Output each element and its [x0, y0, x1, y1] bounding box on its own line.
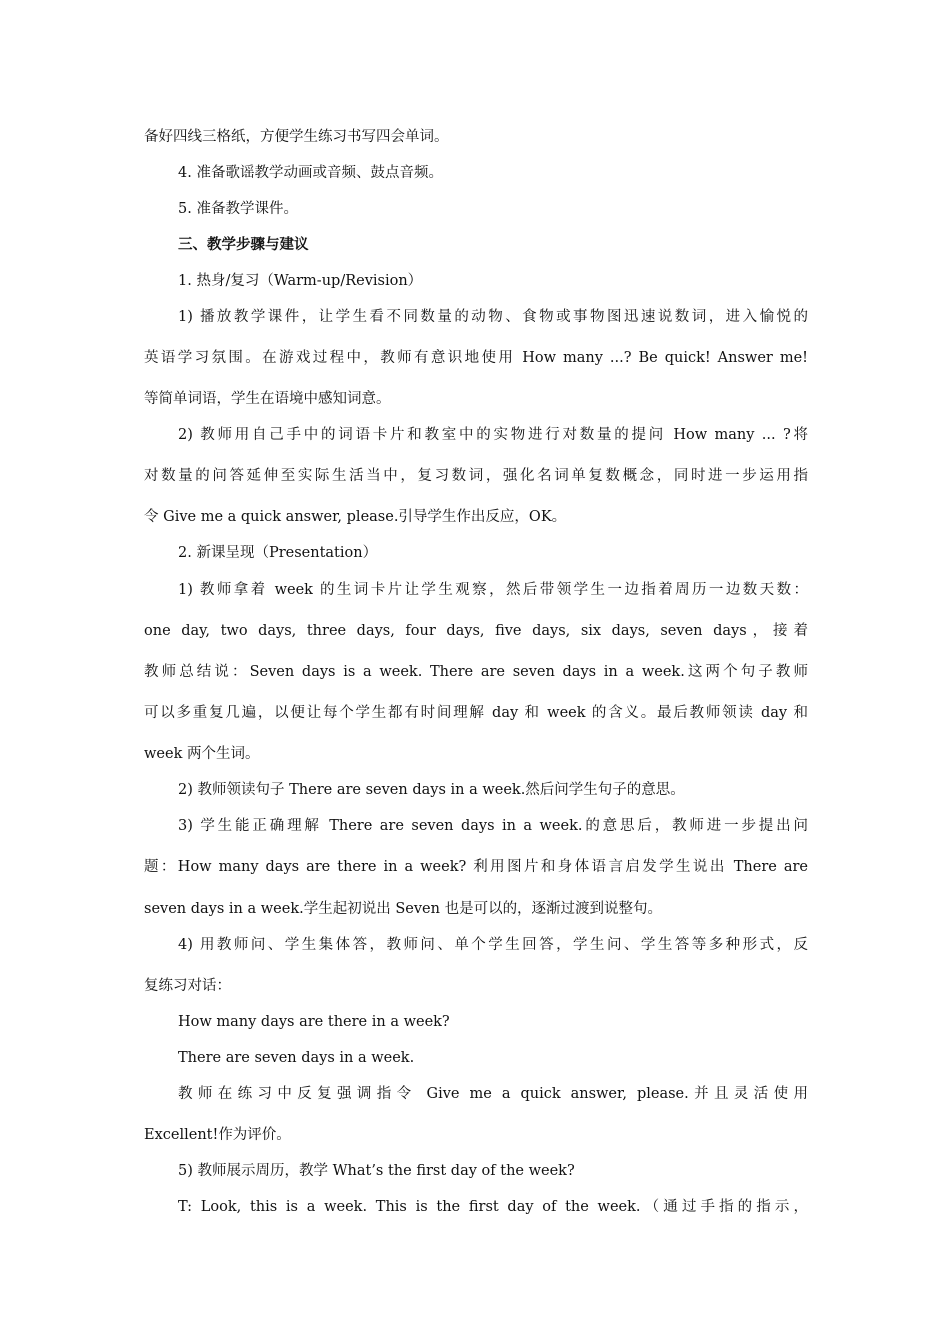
- text-line: 可以多重复几遍，以便让每个学生都有时间理解 day 和 week 的含义。最后教师领读 day 和: [144, 705, 808, 721]
- subsection-heading: 2. 新课呈现（Presentation）: [178, 545, 378, 561]
- text-line: T: Look, this is a week. This is the first day of the week.（通过手指的指示，: [178, 1199, 808, 1215]
- dialogue-line: There are seven days in a week.: [178, 1050, 415, 1066]
- text-line: 2) 教师领读句子 There are seven days in a week.然后问学生句子的意思。: [178, 782, 685, 798]
- text-line: 英语学习氛围。在游戏过程中，教师有意识地使用 How many ...? Be quick! Answer me!: [144, 350, 808, 366]
- text-line: 等简单词语，学生在语境中感知词意。: [144, 391, 391, 407]
- text-line: 5. 准备教学课件。: [178, 201, 298, 217]
- text-line: 教师在练习中反复强调指令 Give me a quick answer, please.并且灵活使用: [178, 1086, 808, 1102]
- text-line: 令 Give me a quick answer, please.引导学生作出反应，OK。: [144, 509, 567, 525]
- section-heading: 三、教学步骤与建议: [178, 236, 309, 253]
- dialogue-line: How many days are there in a week?: [178, 1014, 450, 1030]
- text-line: 对数量的问答延伸至实际生活当中，复习数词，强化名词单复数概念，同时进一步运用指: [144, 468, 808, 484]
- text-line: Excellent!作为评价。: [144, 1127, 291, 1143]
- text-line: 1) 教师拿着 week 的生词卡片让学生观察，然后带领学生一边指着周历一边数天数：: [178, 582, 808, 598]
- text-line: 3) 学生能正确理解 There are seven days in a week.的意思后，教师进一步提出问: [178, 818, 808, 834]
- text-line: 题：How many days are there in a week? 利用图片和身体语言启发学生说出 There are: [144, 859, 808, 875]
- text-line: 4. 准备歌谣教学动画或音频、鼓点音频。: [178, 165, 443, 181]
- text-line: 2) 教师用自己手中的词语卡片和教室中的实物进行对数量的提问 How many ... ?将: [178, 427, 808, 443]
- text-line: seven days in a week.学生起初说出 Seven 也是可以的，逐渐过渡到说整句。: [144, 901, 663, 917]
- text-line: 备好四线三格纸，方便学生练习书写四会单词。: [144, 129, 449, 145]
- text-line: one day, two days, three days, four days, five days, six days, seven days，接着: [144, 623, 808, 639]
- text-line: 5) 教师展示周历，教学 What’s the first day of the week?: [178, 1163, 575, 1179]
- subsection-heading: 1. 热身/复习（Warm-up/Revision）: [178, 273, 423, 289]
- text-line: 1) 播放教学课件，让学生看不同数量的动物、食物或事物图迅速说数词，进入愉悦的: [178, 309, 808, 325]
- text-line: 4) 用教师问、学生集体答，教师问、单个学生回答，学生问、学生答等多种形式，反: [178, 937, 808, 953]
- text-line: 教师总结说：Seven days is a week. There are seven days in a week.这两个句子教师: [144, 664, 808, 680]
- text-line: week 两个生词。: [144, 746, 260, 762]
- text-line: 复练习对话：: [144, 978, 231, 994]
